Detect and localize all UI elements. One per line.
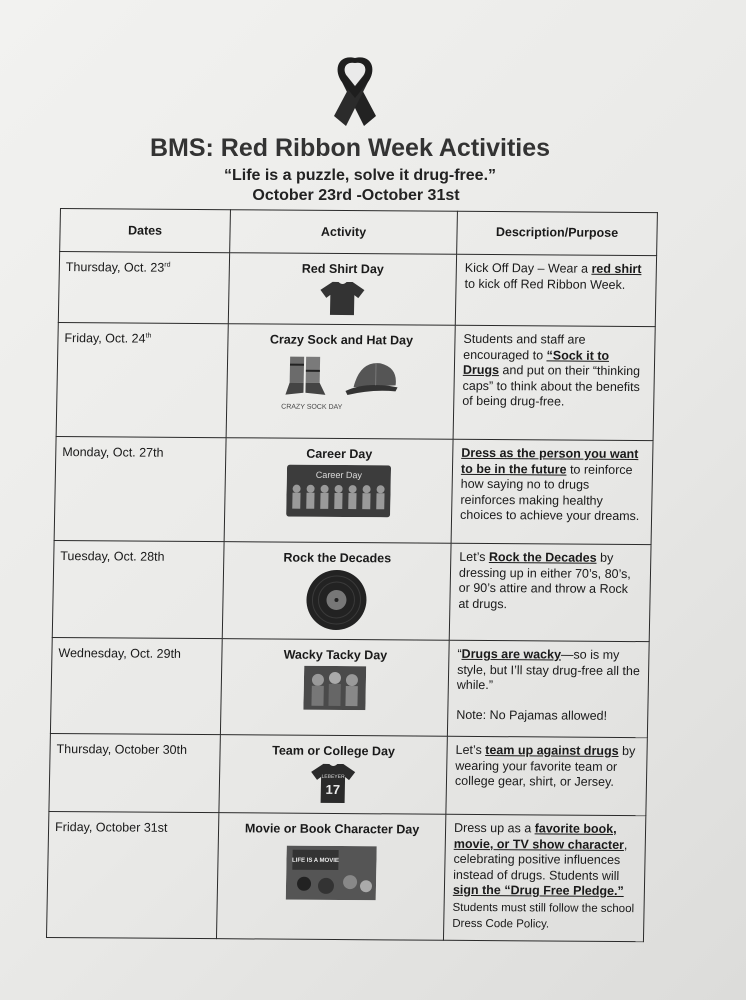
activity-name: Red Shirt Day	[301, 261, 384, 277]
table-row	[49, 733, 647, 815]
date-cell: Friday, Oct. 24th	[56, 323, 228, 438]
table-header-row	[60, 209, 658, 256]
description-cell: Let’s Rock the Decades by dressing up in either 70’s, 80’s, or 90’s attire and throw a Rock at drugs.	[449, 543, 651, 641]
table-row	[56, 323, 655, 441]
table-row	[54, 436, 653, 544]
table-row	[52, 540, 651, 641]
date-cell: Friday, October 31st	[46, 811, 218, 938]
activity-name: Movie or Book Character Day	[244, 821, 420, 837]
description-cell: Dress up as a favorite book, movie, or TV show character, celebrating positive influences instead of drugs. Students will sign the “Drug Free Pledge.” Students must still follow the school Dress Code Policy.	[443, 814, 645, 941]
t-shirt-icon	[318, 280, 367, 316]
description-cell: Kick Off Day – Wear a red shirt to kick off Red Ribbon Week.	[455, 254, 656, 326]
date-cell: Thursday, October 30th	[49, 733, 220, 812]
description-cell: Students and staff are encouraged to “Sock it to Drugs and put on their “thinking caps” to think about the benefits of being drug-free.	[453, 325, 655, 440]
activity-cell	[216, 813, 445, 941]
page-title: BMS: Red Ribbon Week Activities	[149, 134, 551, 162]
date-cell: Wednesday, Oct. 29th	[50, 637, 222, 734]
jersey-name: LEBEYER	[321, 773, 345, 781]
table-row	[50, 637, 649, 737]
activity-cell	[222, 542, 451, 641]
activity-name: Wacky Tacky Day	[283, 647, 388, 663]
wacky-photo	[303, 666, 366, 710]
column-header-description: Description/Purpose	[457, 211, 658, 255]
date-cell: Tuesday, Oct. 28th	[52, 540, 224, 638]
date-range: October 23rd -October 31st	[252, 187, 460, 204]
activity-name: Crazy Sock and Hat Day	[269, 332, 414, 348]
column-header-activity: Activity	[230, 210, 458, 255]
table-row	[46, 811, 645, 941]
description-cell: Let’s team up against drugs by wearing your favorite team or college gear, shirt, or Jersey.	[446, 736, 647, 815]
activity-name: Career Day	[306, 446, 373, 462]
activity-table	[46, 208, 658, 942]
movie-banner-text: LIFE IS A MOVIE	[291, 857, 339, 865]
description-cell: “Drugs are wacky—so is my style, but I’ll stay drug-free all the while.” Note: No Pajamas allowed!	[447, 640, 649, 737]
note-text: Note: No Pajamas allowed!	[456, 707, 608, 723]
activity-cell	[226, 324, 455, 440]
column-header-dates: Dates	[60, 209, 231, 253]
career-banner-text: Career Day	[315, 469, 362, 481]
movie-banner	[286, 846, 377, 901]
career-day-banner	[286, 465, 391, 518]
date-cell: Thursday, Oct. 23rd	[58, 252, 229, 324]
slogan: “Life is a puzzle, solve it drug-free.”	[223, 167, 497, 184]
ribbon-icon	[300, 52, 410, 132]
activity-cell	[220, 639, 449, 737]
sock-image-caption: CRAZY SOCK DAY	[281, 403, 343, 411]
jersey-icon	[309, 762, 358, 804]
sock-and-hat-icon	[275, 351, 406, 414]
table-row	[58, 252, 656, 327]
activity-cell	[219, 735, 447, 815]
activity-cell	[228, 253, 456, 326]
activity-cell	[224, 438, 453, 544]
jersey-number: 17	[325, 781, 341, 798]
description-cell: Dress as the person you want to be in the future to reinforce how saying no to drugs reinforces making healthy choices to achieve your dreams.	[451, 439, 653, 544]
vinyl-record-icon	[305, 569, 368, 631]
activity-name: Rock the Decades	[283, 550, 392, 566]
date-cell: Monday, Oct. 27th	[54, 436, 226, 541]
activity-name: Team or College Day	[272, 743, 396, 759]
